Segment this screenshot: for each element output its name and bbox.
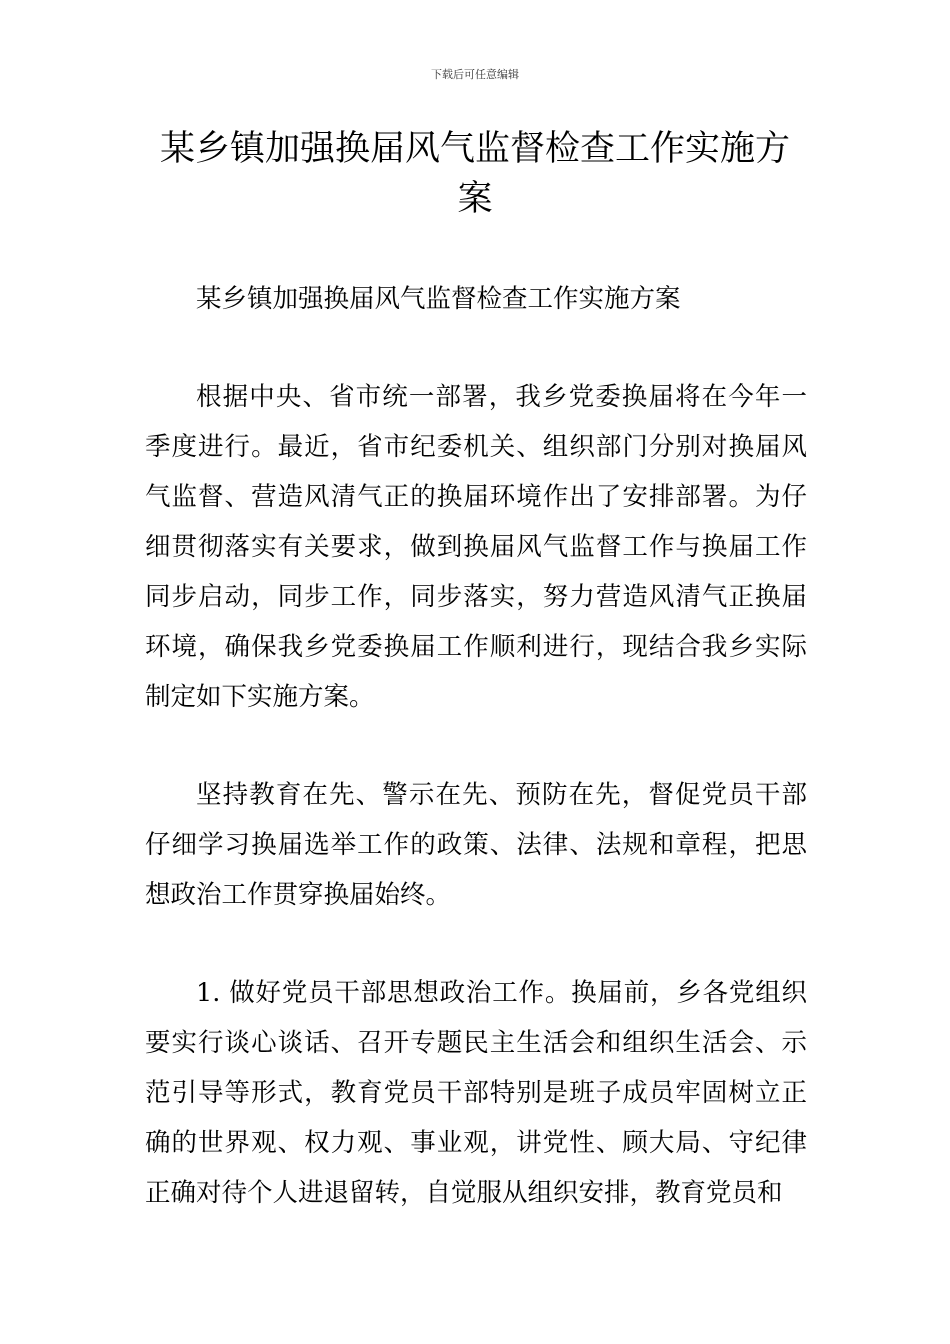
document-subtitle: 某乡镇加强换届风气监督检查工作实施方案 [196,284,681,314]
paragraph-item-1: 1. 做好党员干部思想政治工作。换届前，乡各党组织要实行谈心谈话、召开专题民主生活会和组织生活会、示范引导等形式，教育党员干部特别是班子成员牢固树立正确的世界观、权力观、事业观，讲党性、顾大局、守纪律正确对待个人进退留转，自觉服从组织安排，教育党员和 [145,978,807,1208]
header-note: 下载后可任意编辑 [431,68,519,81]
document-title: 某乡镇加强换届风气监督检查工作实施方案 [159,129,790,219]
paragraph-intro: 根据中央、省市统一部署，我乡党委换届将在今年一季度进行。最近，省市纪委机关、组织部门分别对换届风气监督、营造风清气正的换届环境作出了安排部署。为仔细贯彻落实有关要求，做到换届风气监督工作与换届工作同步启动，同步工作，同步落实，努力营造风清气正换届环境，确保我乡党委换届工作顺利进行，现结合我乡实际制定如下实施方案。 [145,382,807,712]
paragraph-principle: 坚持教育在先、警示在先、预防在先，督促党员干部仔细学习换届选举工作的政策、法律、法规和章程，把思想政治工作贯穿换届始终。 [145,780,807,910]
